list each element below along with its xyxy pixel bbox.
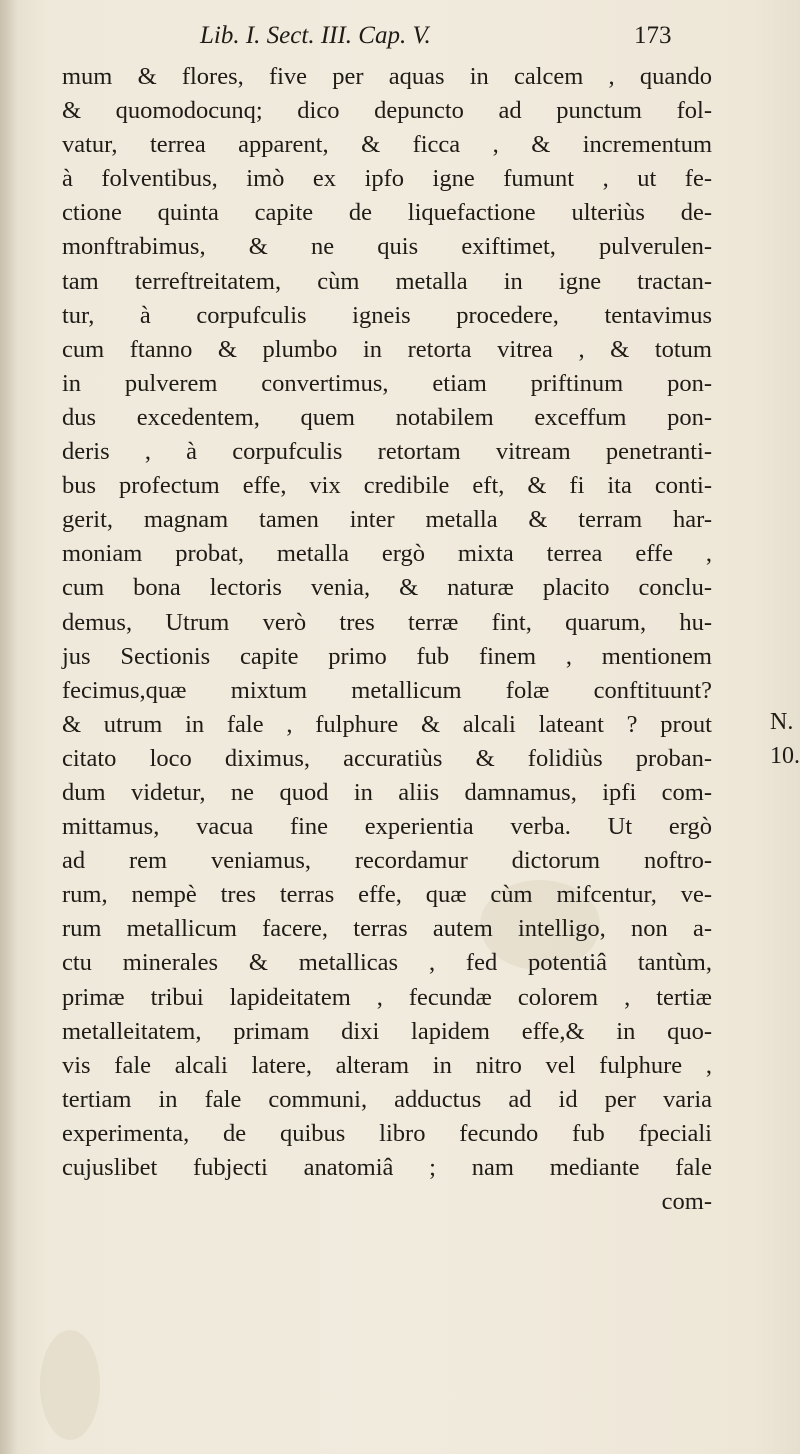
margin-note: 10. <box>770 743 800 769</box>
text-line: primæ tribui lapideitatem , fecundæ colorem , tertiæ <box>62 983 712 1011</box>
margin-notes <box>770 705 800 773</box>
text-line: ad rem veniamus, recordamur dictorum noftro- <box>62 847 712 875</box>
text-line: & utrum in fale , fulphure & alcali lateant ? prout <box>62 710 712 738</box>
text-line: deris , à corpufculis retortam vitream penetranti- <box>62 438 712 466</box>
text-line: tertiam in fale communi, adductus ad id per varia <box>62 1085 712 1113</box>
gutter-shadow <box>0 0 18 1454</box>
text-line: dum videtur, ne quod in aliis damnamus, ipfi com- <box>62 778 712 806</box>
text-line: mum & flores, five per aquas in calcem , quando <box>62 63 712 90</box>
text-line: ctione quinta capite de liquefactione ulteriùs de- <box>62 199 712 227</box>
page-header <box>0 18 800 58</box>
text-line: gerit, magnam tamen inter metalla & terram har- <box>62 506 712 534</box>
running-head: Lib. I. Sect. III. Cap. V. <box>200 22 431 49</box>
text-line: cum ftanno & plumbo in retorta vitrea , & totum <box>62 335 712 363</box>
text-line: cum bona lectoris venia, & naturæ placito conclu- <box>62 574 712 602</box>
paper-stain <box>40 1330 100 1440</box>
text-line: monftrabimus, & ne quis exiftimet, pulverulen- <box>62 233 712 261</box>
text-line: dus excedentem, quem notabilem exceffum pon- <box>62 403 712 431</box>
text-line: cujuslibet fubjecti anatomiâ ; nam mediante fale <box>62 1154 712 1181</box>
text-line: bus profectum effe, vix credibile eft, & fi ita conti- <box>62 472 712 500</box>
text-line: à folventibus, imò ex ipfo igne fumunt , ut fe- <box>62 165 712 193</box>
text-line: fecimus,quæ mixtum metallicum folæ conftituunt? <box>62 676 712 704</box>
text-line: moniam probat, metalla ergò mixta terrea effe , <box>62 540 712 568</box>
catchword: com- <box>661 1188 712 1216</box>
margin-note: N. <box>770 709 794 735</box>
page-number: 173 <box>634 22 672 49</box>
text-line: metalleitatem, primam dixi lapidem effe,& in quo- <box>62 1017 712 1045</box>
text-line: mittamus, vacua fine experientia verba. Ut ergò <box>62 813 712 841</box>
text-line: vis fale alcali latere, alteram in nitro vel fulphure , <box>62 1051 712 1079</box>
text-line: tur, à corpufculis igneis procedere, tentavimus <box>62 301 712 329</box>
text-line: tam terreftreitatem, cùm metalla in igne tractan- <box>62 267 712 295</box>
text-line: citato loco diximus, accuratiùs & folidiùs proban- <box>62 744 712 772</box>
text-line: demus, Utrum verò tres terræ fint, quarum, hu- <box>62 608 712 636</box>
text-line: vatur, terrea apparent, & ficca , & incrementum <box>62 131 712 159</box>
text-line: experimenta, de quibus libro fecundo fub fpeciali <box>62 1119 712 1147</box>
text-line: rum metallicum facere, terras autem intelligo, non a- <box>62 915 712 943</box>
text-line: ctu minerales & metallicas , fed potentiâ tantùm, <box>62 949 712 977</box>
text-line: in pulverem convertimus, etiam priftinum pon- <box>62 369 712 397</box>
text-line: rum, nempè tres terras effe, quæ cùm mifcentur, ve- <box>62 881 712 909</box>
text-line: & quomodocunq; dico depuncto ad punctum fol- <box>62 97 712 125</box>
text-line: jus Sectionis capite primo fub finem , mentionem <box>62 642 712 670</box>
body-text <box>62 60 712 1219</box>
